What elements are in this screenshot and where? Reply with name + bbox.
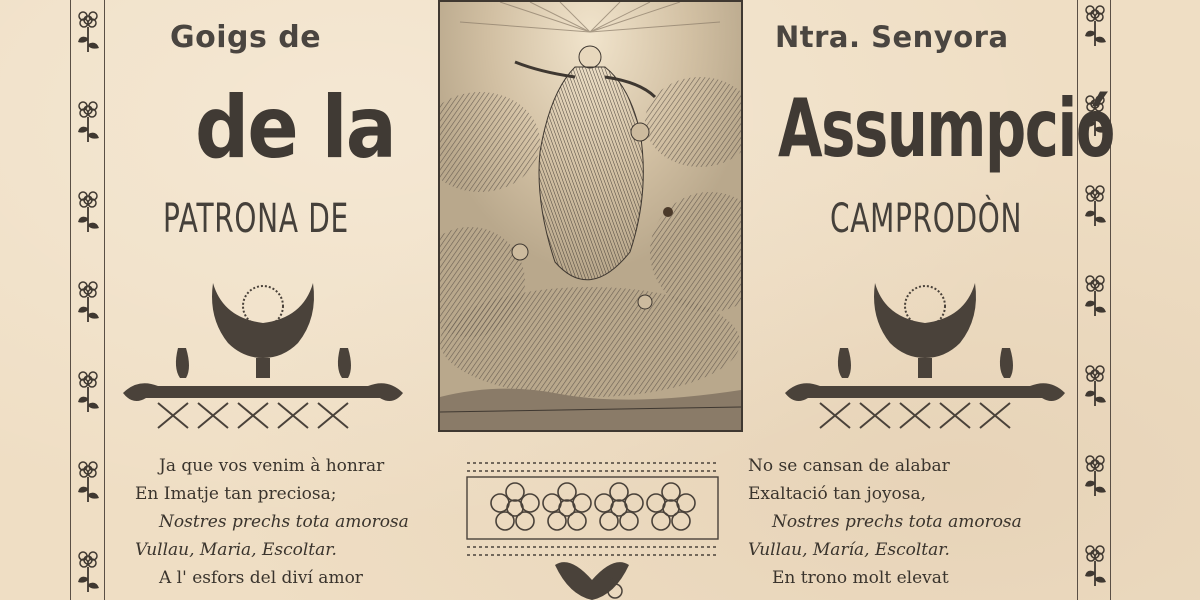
lotus-ornament-left	[118, 278, 408, 433]
heading-patrona-de: PATRONA DE	[163, 196, 349, 242]
verse-line: Nostres prechs tota amorosa	[772, 512, 1022, 532]
verse-line: Nostres prechs tota amorosa	[159, 512, 409, 532]
verse-line: Vullau, María, Escoltar.	[748, 540, 950, 560]
heading-goigs-de: Goigs de	[170, 20, 322, 55]
rosette-band-icon	[465, 455, 720, 600]
verse-line: En trono molt elevat	[772, 568, 949, 588]
verse-line: A l' esfors del diví amor	[159, 568, 363, 588]
verse-line: No se cansan de alabar	[748, 456, 950, 476]
engraving-assumption	[438, 0, 743, 432]
heading-camprodon: CAMPRODÒN	[830, 196, 1023, 242]
flower-border-left	[71, 0, 105, 600]
lotus-ornament-right	[780, 278, 1070, 433]
verse-left	[135, 452, 409, 592]
verse-right	[748, 452, 1022, 592]
verse-line: Exaltació tan joyosa,	[748, 484, 927, 504]
flower-border-icon	[72, 0, 105, 600]
heading-de-la: de la	[195, 78, 396, 178]
heading-ntra-senyora: Ntra. Senyora	[775, 20, 1009, 54]
verse-line: Ja que vos venim à honrar	[159, 456, 385, 476]
verse-line: En Imatje tan preciosa;	[135, 484, 337, 504]
verse-line: Vullau, Maria, Escoltar.	[135, 540, 337, 560]
heading-assumpcio: Assumpció	[778, 82, 1114, 175]
